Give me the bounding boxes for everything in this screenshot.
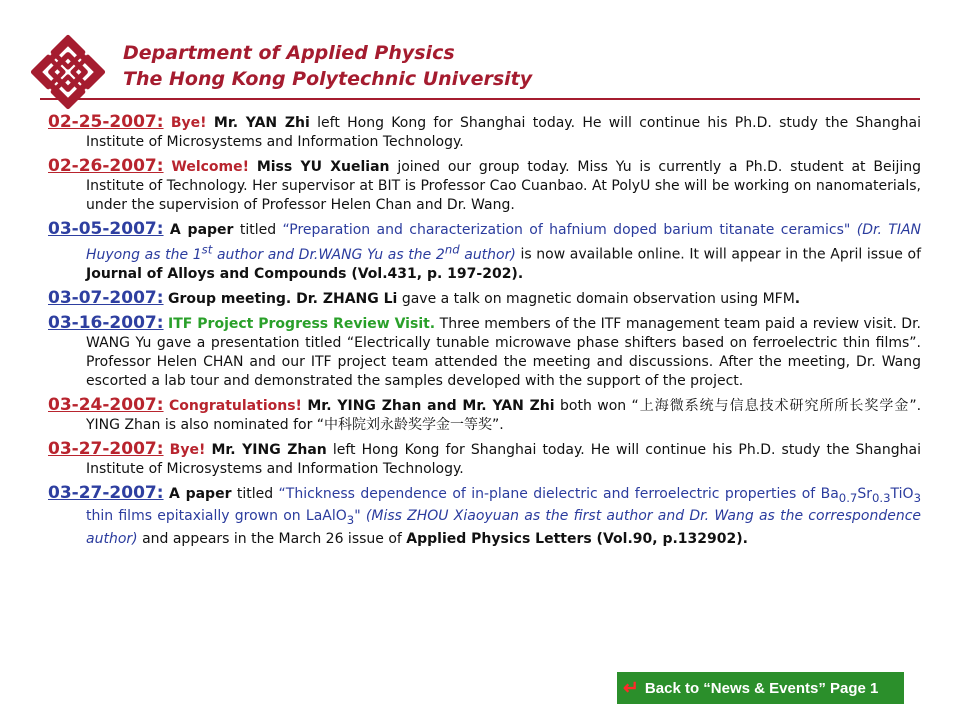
news-date: 02-25-2007:: [48, 112, 164, 132]
news-date: 03-27-2007:: [48, 438, 164, 459]
news-entry: 03-27-2007: Bye! Mr. YING Zhan left Hong Kong for Shanghai today. He will continue his Ph.D. study the Shanghai Institute of Microsystems and Information Technology.: [48, 438, 921, 477]
news-entry: 03-07-2007: Group meeting. Dr. ZHANG Li gave a talk on magnetic domain observation using MFM.: [48, 287, 801, 308]
return-arrow-icon: ↵: [623, 677, 639, 699]
news-date: 02-26-2007:: [48, 156, 164, 176]
page-header: [123, 40, 532, 92]
department-title: Department of Applied Physics: [123, 42, 455, 64]
news-date: 03-05-2007:: [48, 219, 164, 239]
news-entry: 02-26-2007: Welcome! Miss YU Xuelian joined our group today. Miss Yu is currently a Ph.D. student at Beijing Institute of Technology. Her supervisor at BIT is Professor Cao Cuanbao. At PolyU she will be working on nanomaterials, under the supervision of Professor Helen Chan and Dr. Wang.: [48, 156, 922, 213]
news-entry: 03-24-2007: Congratulations! Mr. YING Zhan and Mr. YAN Zhi both won “上海微系统与信息技术研究所所长奖学金”. YING Zhan is also nominated for “中科院刘永龄奖学金一等奖”.: [48, 394, 922, 433]
university-title: The Hong Kong Polytechnic University: [123, 68, 533, 90]
news-date: 03-07-2007:: [48, 287, 164, 308]
back-to-news-button[interactable]: [617, 672, 904, 704]
back-label: Back to “News & Events” Page 1: [644, 679, 879, 697]
news-entry: 03-27-2007: A paper titled “Thickness dependence of in-plane dielectric and ferroelectric properties of $Ba_{0.7}Sr_{0.3}TiO_3$ thin films epitaxially grown on LaAlO$_3$" (Miss ZHOU Xiaoyuan as the first author and Dr. Wang as the correspondence author) and appears in the March 26 issue of Applied Physics Letters (Vol.90, p.132902).: [48, 482, 921, 548]
news-entry: 03-05-2007: A paper titled “Preparation and characterization of hafnium doped barium titanate ceramics" (Dr. TIAN Huyong as the 1st author and Dr.WANG Yu as the 2nd author) is now available online. It will appear in the April issue of Journal of Alloys and Compounds (Vol.431, p. 197-202).: [48, 219, 922, 282]
news-date: 03-27-2007:: [48, 482, 164, 503]
news-date: 03-16-2007:: [48, 312, 164, 333]
news-list: [48, 113, 921, 554]
news-date: 03-24-2007:: [48, 394, 164, 415]
news-entry: 02-25-2007: Bye! Mr. YAN Zhi left Hong Kong for Shanghai today. He will continue his Ph.D. study the Shanghai Institute of Microsystems and Information Technology.: [48, 112, 922, 150]
news-entry: 03-16-2007: ITF Project Progress Review Visit. Three members of the ITF management team paid a review visit. Dr. WANG Yu gave a presentation titled “Electrically tunable microwave phase shifters based on ferroelectric thin films”. Professor Helen CHAN and our ITF project team attended the meeting and discussions. After the meeting, Dr. Wang escorted a lab tour and demonstrated the samples developed with the support of the project.: [48, 312, 922, 389]
header-divider: [40, 98, 920, 100]
